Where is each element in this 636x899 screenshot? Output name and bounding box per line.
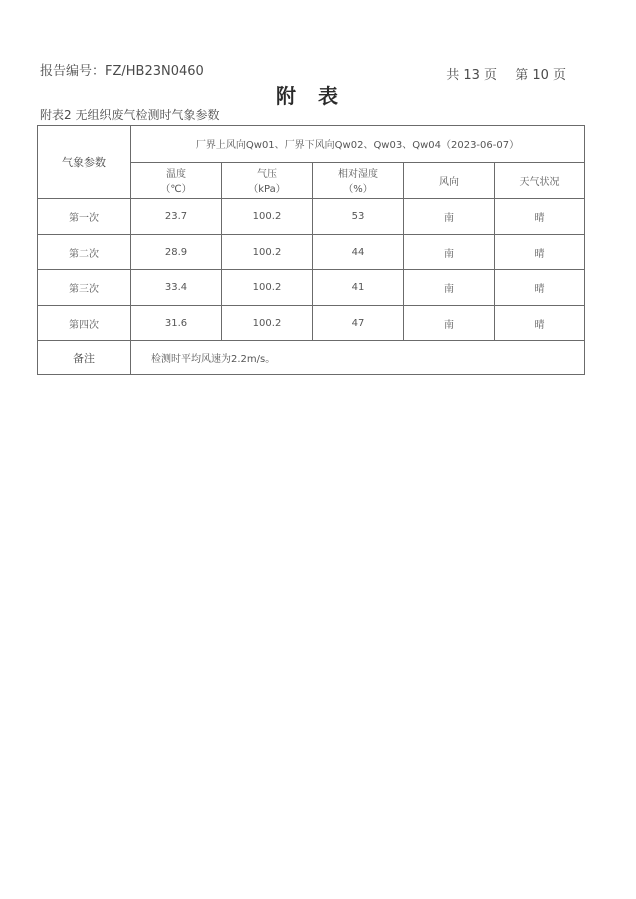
group-header-cell: 厂界上风向Qw01、厂界下风向Qw02、Qw03、Qw04（2023-06-07） [131,126,585,163]
row-label: 第四次 [38,305,131,341]
note-row [38,341,585,375]
column-name: 相对湿度 [338,169,378,181]
current-page: 第 10 页 [515,68,566,83]
table-cell: 100.2 [222,305,313,341]
page-title: 附表 [276,84,360,108]
column-name: 温度 [166,169,186,181]
column-header-wind-direction [404,162,495,199]
column-name: 气压 [257,169,277,181]
column-unit: （kPa） [248,184,286,196]
table-cell: 31.6 [131,305,222,341]
table-cell: 33.4 [131,270,222,306]
table-row [38,199,585,235]
row-label: 第一次 [38,199,131,235]
column-name: 天气状况 [519,176,560,188]
column-unit: （℃） [160,184,192,196]
table-cell: 晴 [495,234,585,270]
report-number: 报告编号：FZ/HB23N0460 [40,64,204,79]
column-unit: （%） [343,184,373,196]
row-label: 第二次 [38,234,131,270]
total-pages: 共 13 页 [446,68,498,83]
table-row [38,234,585,270]
table-cell: 晴 [495,270,585,306]
table-cell: 44 [313,234,404,270]
table-cell: 28.9 [131,234,222,270]
column-header-pressure [222,162,313,199]
column-header-temperature [131,162,222,199]
table-cell: 47 [313,305,404,341]
table-cell: 南 [404,199,495,235]
row-label: 第三次 [38,270,131,306]
column-name: 风向 [439,176,459,188]
note-label: 备注 [38,341,131,375]
table-row [38,270,585,306]
table-cell: 南 [404,305,495,341]
table-cell: 南 [404,270,495,306]
column-header-weather [495,162,585,199]
note-text: 检测时平均风速为2.2m/s。 [131,341,585,375]
table-cell: 23.7 [131,199,222,235]
table-cell: 晴 [495,199,585,235]
table-caption: 附表2 无组织废气检测时气象参数 [40,108,220,122]
column-header-humidity [313,162,404,199]
table-cell: 100.2 [222,199,313,235]
table-cell: 100.2 [222,270,313,306]
row-header-cell: 气象参数 [38,126,131,199]
table-cell: 53 [313,199,404,235]
table-cell: 晴 [495,305,585,341]
table-cell: 100.2 [222,234,313,270]
table-cell: 41 [313,270,404,306]
table-row [38,305,585,341]
weather-table [37,125,585,375]
table-cell: 南 [404,234,495,270]
